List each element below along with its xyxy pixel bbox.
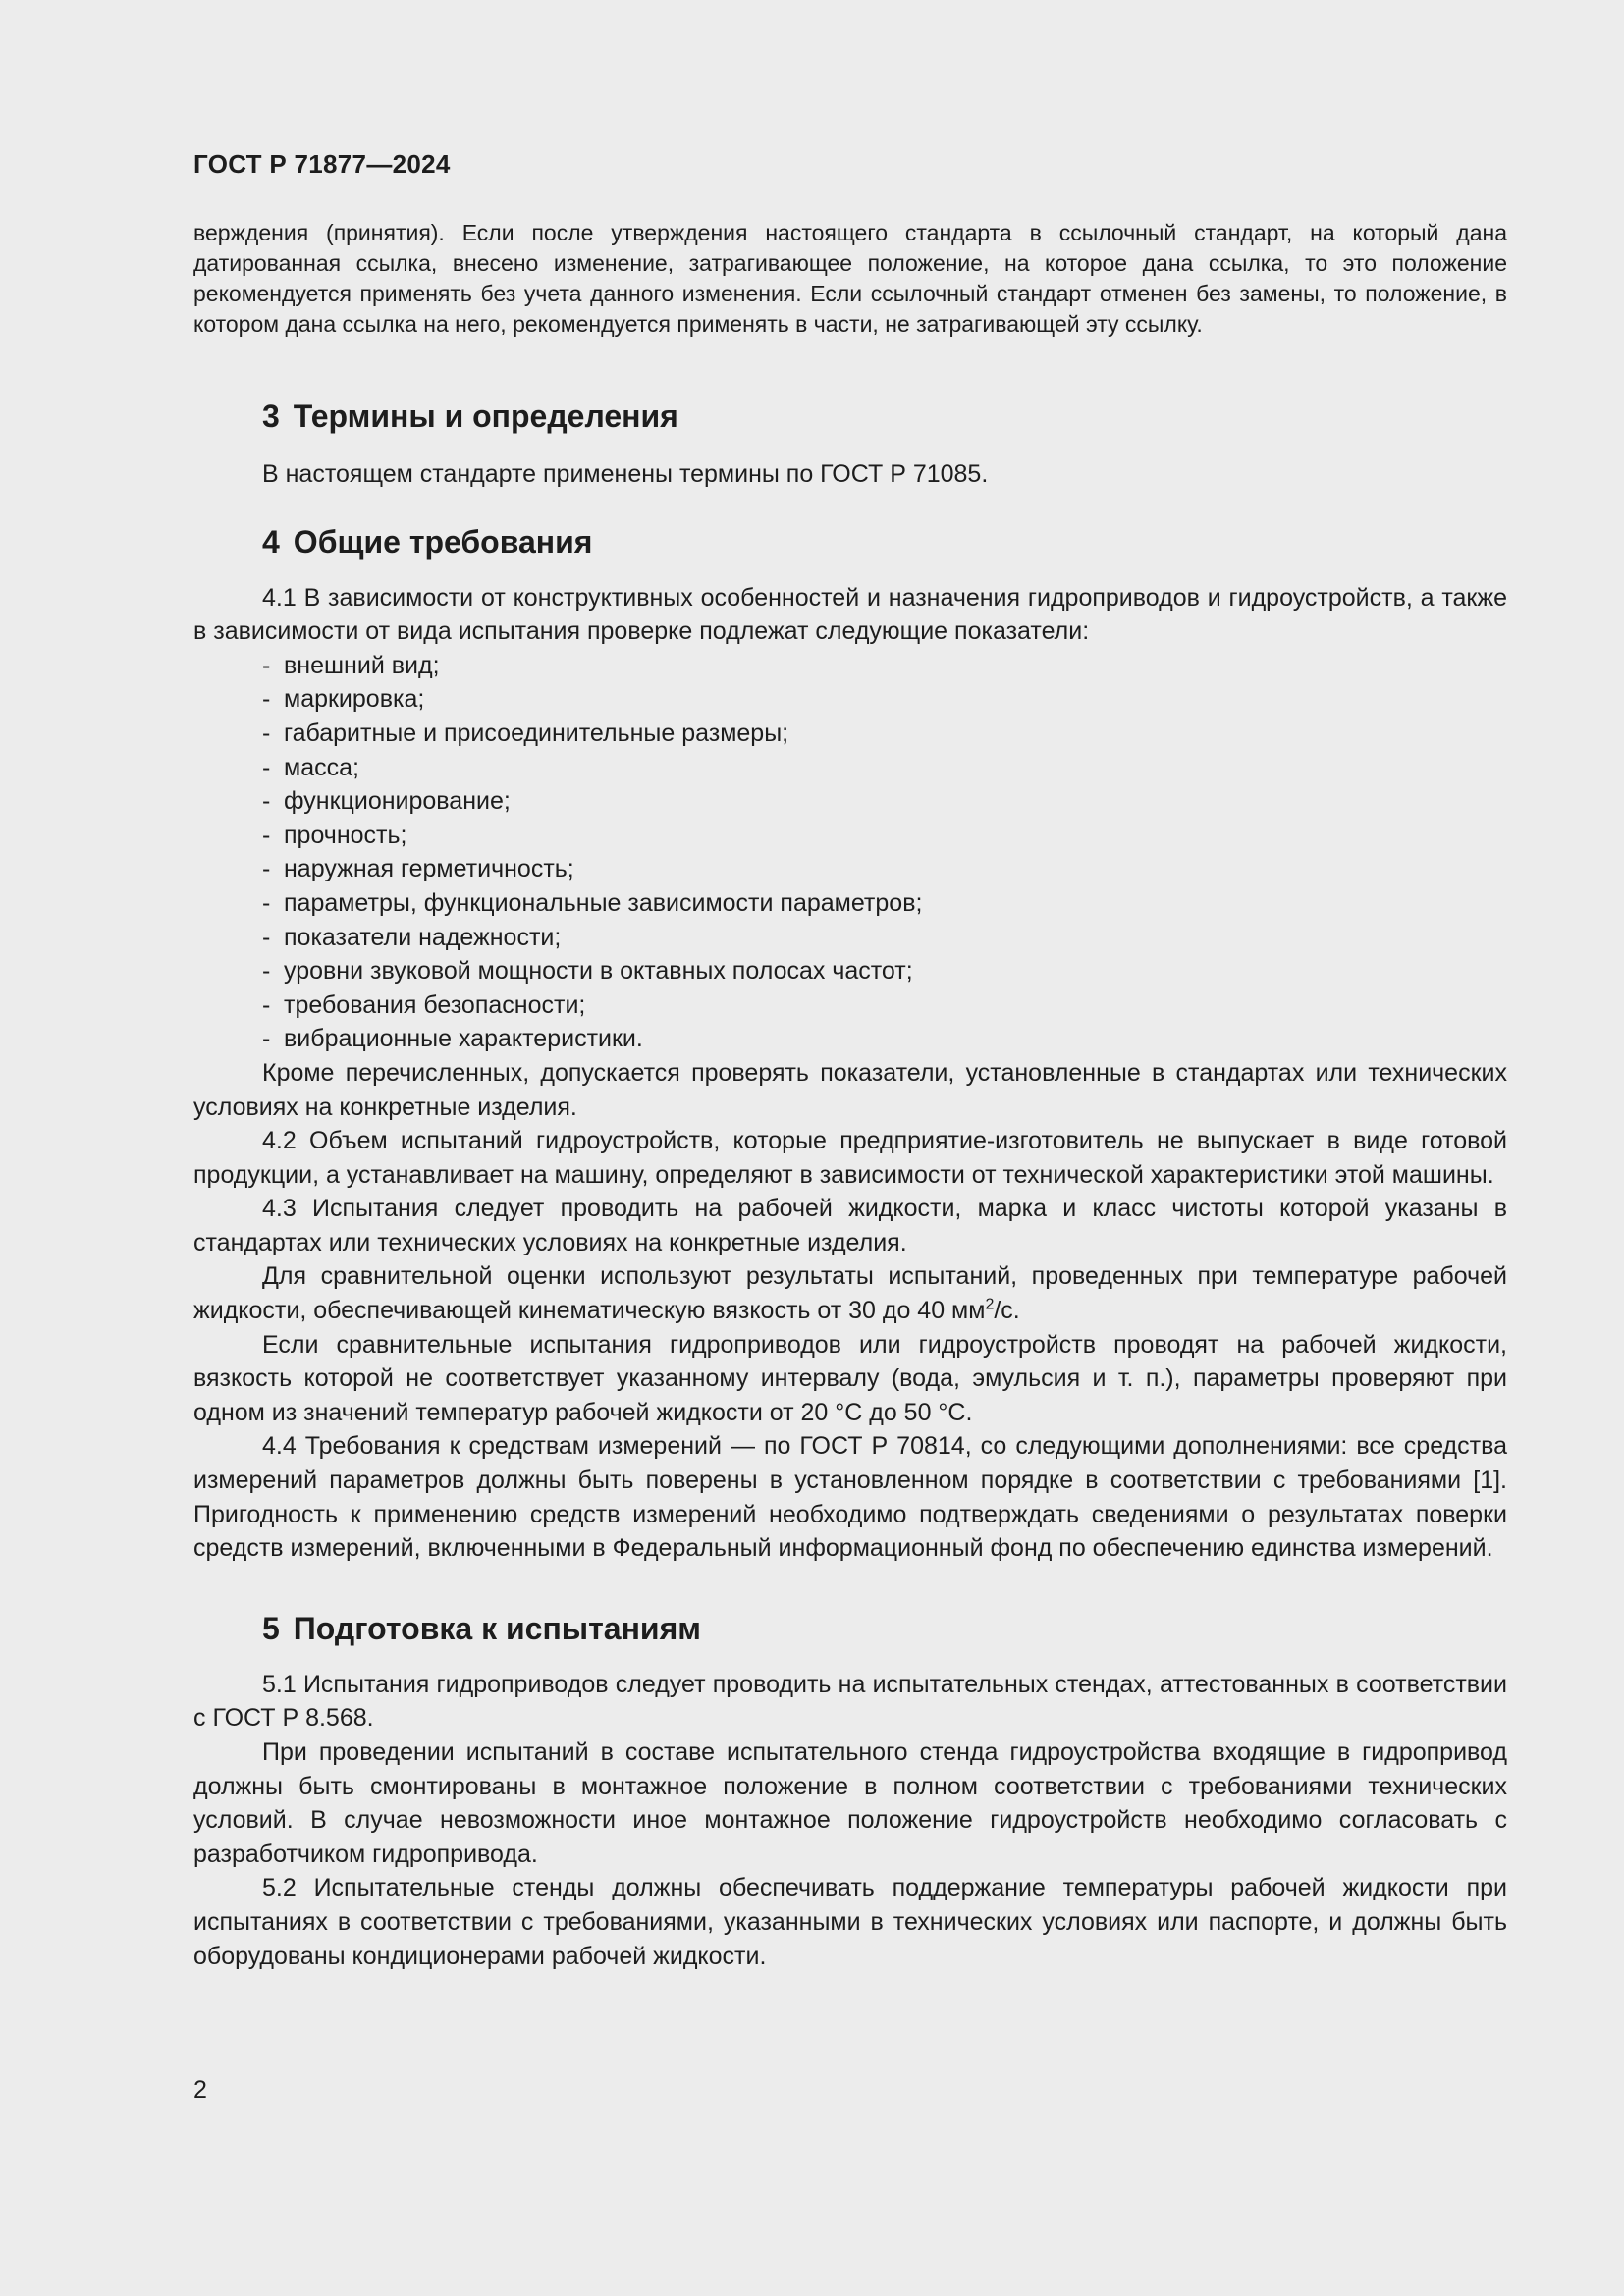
intro-paragraph: верждения (принятия). Если после утверждения настоящего стандарта в ссылочный стандарт, на который дана датированная ссылка, внесено изменение, затрагивающее положение, на которое дана ссылка, то это положение рекомендуется применять без учета данного изменения. Если ссылочный стандарт отменен без замены, то положение, в котором дана ссылка на него, рекомендуется применять в части, не затрагивающей эту ссылку. xyxy=(193,220,1507,337)
section-4-heading xyxy=(193,522,1507,561)
section-3-text: В настоящем стандарте применены термины по ГОСТ Р 71085. xyxy=(262,460,989,488)
paragraph-4-4: 4.4 Требования к средствам измерений — по ГОСТ Р 70814, со следующими дополнениями: все средства измерений параметров должны быть поверены в установленном порядке в соответствии с требованиями [1]. Пригодность к применению средств измерений необходимо подтверждать сведениями о результатах поверки средств измерений, включенными в Федеральный информационный фонд по обеспечению единства измерений. xyxy=(193,1432,1507,1563)
list-item: - функционирование; xyxy=(262,784,1507,819)
section-3-heading xyxy=(193,397,1507,436)
list-item: - показатели надежности; xyxy=(262,921,1507,955)
section-5-title: Подготовка к испытаниям xyxy=(293,1610,701,1646)
paragraph-4-3-comparative: Если сравнительные испытания гидроприводов или гидроустройств проводят на рабочей жидкости, вязкость которой не соответствует указанному интервалу (вода, эмульсия и т. п.), параметры проверяют при одном из значений температур рабочей жидкости от 20 °C до 50 °C. xyxy=(193,1330,1507,1426)
document-page xyxy=(193,147,1507,1973)
indicator-list xyxy=(193,649,1507,1056)
paragraph-4-1: 4.1 В зависимости от конструктивных особенностей и назначения гидроприводов и гидроустройств, а также в зависимости от вида испытания проверке подлежат следующие показатели: xyxy=(193,583,1507,646)
section-4-number: 4 xyxy=(262,523,280,560)
paragraph-4-3-viscosity xyxy=(193,1259,1507,1327)
section-3-title: Термины и определения xyxy=(293,399,678,434)
list-item: - маркировка; xyxy=(262,682,1507,717)
list-item: - требования безопасности; xyxy=(262,988,1507,1023)
list-item: - масса; xyxy=(262,751,1507,785)
list-item: - параметры, функциональные зависимости параметров; xyxy=(262,886,1507,921)
list-item: - вибрационные характеристики. xyxy=(262,1022,1507,1056)
paragraph-extra: Кроме перечисленных, допускается проверять показатели, установленные в стандартах или технических условиях на конкретные изделия. xyxy=(193,1058,1507,1121)
page-number: 2 xyxy=(193,2076,207,2104)
section-5-heading xyxy=(193,1609,1507,1648)
document-header: ГОСТ Р 71877—2024 xyxy=(193,149,451,179)
paragraph-4-2: 4.2 Объем испытаний гидроустройств, которые предприятие-изготовитель не выпускает в виде готовой продукции, а устанавливает на машину, определяют в зависимости от технической характеристики этой машины. xyxy=(193,1127,1507,1189)
viscosity-unit-suffix: /с. xyxy=(994,1297,1020,1325)
section-3-number: 3 xyxy=(262,399,280,434)
viscosity-text: Для сравнительной оценки используют результаты испытаний, проведенных при температуре рабочей жидкости, обеспечивающей кинематическую вязкость от 30 до 40 мм xyxy=(193,1262,1507,1325)
list-item: - габаритные и присоединительные размеры; xyxy=(262,717,1507,751)
section-4-title: Общие требования xyxy=(293,523,593,560)
list-item: - уровни звуковой мощности в октавных полосах частот; xyxy=(262,954,1507,988)
paragraph-5-1: 5.1 Испытания гидроприводов следует проводить на испытательных стендах, аттестованных в соответствии с ГОСТ Р 8.568. xyxy=(193,1670,1507,1733)
paragraph-5-1-mounting: При проведении испытаний в составе испытательного стенда гидроустройства входящие в гидропривод должны быть смонтированы в монтажное положение в полном соответствии с требованиями технических условий. В случае невозможности иное монтажное положение гидроустройств необходимо согласовать с разработчиком гидропривода. xyxy=(193,1738,1507,1868)
paragraph-4-3: 4.3 Испытания следует проводить на рабочей жидкости, марка и класс чистоты которой указаны в стандартах или технических условиях на конкретные изделия. xyxy=(193,1195,1507,1256)
list-item: - наружная герметичность; xyxy=(262,852,1507,886)
superscript-2: 2 xyxy=(985,1296,995,1313)
section-5-number: 5 xyxy=(262,1610,280,1646)
list-item: - внешний вид; xyxy=(262,649,1507,683)
list-item: - прочность; xyxy=(262,819,1507,853)
paragraph-5-2: 5.2 Испытательные стенды должны обеспечивать поддержание температуры рабочей жидкости при испытаниях в соответствии с требованиями, указанными в технических условиях или паспорте, и должны быть оборудованы кондиционерами рабочей жидкости. xyxy=(193,1874,1507,1970)
